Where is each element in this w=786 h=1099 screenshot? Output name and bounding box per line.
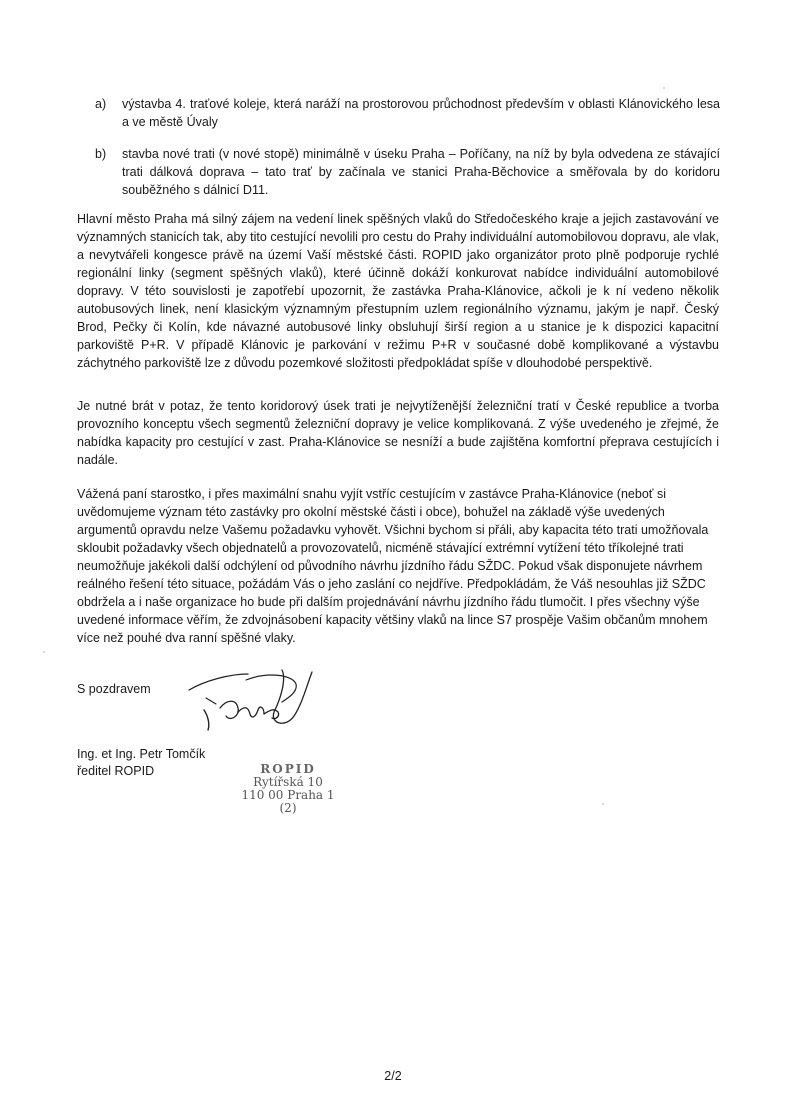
scan-speck [43,651,45,653]
stamp-city: 110 00 Praha 1 [241,788,335,802]
paragraph-response-to-mayor: Vážená paní starostko, i přes maximální snahu vyjít vstříc cestujícím v zastávce Praha-Klánovice (neboť si uvědomujeme význam této zastávky pro okolní městské části i obce), bohužel na základě výše uvedených argumentů opravdu nelze Vašemu požadavku vyhovět. Všichni bychom si přáli, aby kapacita této trati umožňovala skloubit požadavky všech objednatelů a provozovatelů, nicméně stávající extrémní vytížení této tříkolejné trati neumožňuje jakékoli další odchýlení od původního návrhu jízdního řádu SŽDC. Pokud však disponujete návrhem reálného řešení této situace, požádám Vás o jeho zaslání co nejdříve. Předpokládám, že Váš nesouhlas již SŽDC obdržela a i naše organizace ho bude při dalším projednávání návrhu jízdního řádu tlumočit. I přes všechny výše uvedené informace věřím, že zdvojnásobení kapacity většiny vlaků na lince S7 prospěje Vašim občanům mnohem více než pouhé dva ranní spěšné vlaky. [77,487,709,645]
signatory-position: ředitel ROPID [77,764,155,778]
handwritten-signature [186,668,336,743]
list-item-text: stavba nové trati (v nové stopě) minimálně v úseku Praha – Poříčany, na níž by byla odvedena ze stávající trati dálková doprava – tato trať by začínala ve stanici Praha-Běchovice a směřovala by do koridoru souběžného s dálnicí D11. [122,147,720,197]
list-item-a [95,95,720,131]
ropid-stamp [228,763,348,815]
paragraph-corridor-capacity: Je nutné brát v potaz, že tento koridorový úsek trati je nejvytíženější železniční tratí v České republice a tvorba provozního konceptu všech segmentů železniční dopravy je velice komplikovaná. Z výše uvedeného je zřejmé, že nabídka kapacity pro cestující v zast. Praha-Klánovice se nesníží a bude zajištěna komfortní přeprava cestujících i nadále. [77,399,719,467]
stamp-org: ROPID [260,762,316,776]
closing-greeting: S pozdravem [77,682,151,696]
list-marker: a) [95,97,107,111]
paragraph-support-express-trains: Hlavní město Praha má silný zájem na vedení linek spěšných vlaků do Středočeského kraje a jejich zastavování ve významných stanicích tak, aby tito cestující nevolili pro cestu do Prahy individuální automobilovou dopravu, ale vlak, a nevytvářeli kongesce právě na území Vaší městské části. ROPID jako organizátor proto plně podporuje rychlé regionální linky (segment spěšných vlaků), které účinně dokáží konkurovat nabídce individuální automobilové dopravy. V této souvislosti je zapotřebí upozornit, že zastávka Praha-Klánovice, ačkoli je k ní vedeno několik autobusových linek, není klasickým významným přestupním uzlem regionálního významu, jakým je např. Český Brod, Pečky či Kolín, kde návazné autobusové linky obsluhují širší region a u stanice je k dispozici kapacitní parkoviště P+R. V případě Klánovic je parkování v režimu P+R v současné době komplikované a výstavbu záchytného parkoviště lze z důvodu pozemkové složitosti předpokládat spíše v dlouhodobé perspektivě. [77,212,719,370]
list-item-text: výstavba 4. traťové koleje, která naráží na prostorovou průchodnost především v oblasti Klánovického lesa a ve městě Úvaly [122,97,720,129]
list-item-b [95,145,720,199]
stamp-number: (2) [279,801,297,815]
scan-speck [663,87,665,89]
stamp-street: Rytířská 10 [253,775,323,789]
list-marker: b) [95,147,107,161]
scan-speck [602,803,604,805]
page-number: 2/2 [384,1069,402,1083]
signatory-name: Ing. et Ing. Petr Tomčík [77,747,206,761]
